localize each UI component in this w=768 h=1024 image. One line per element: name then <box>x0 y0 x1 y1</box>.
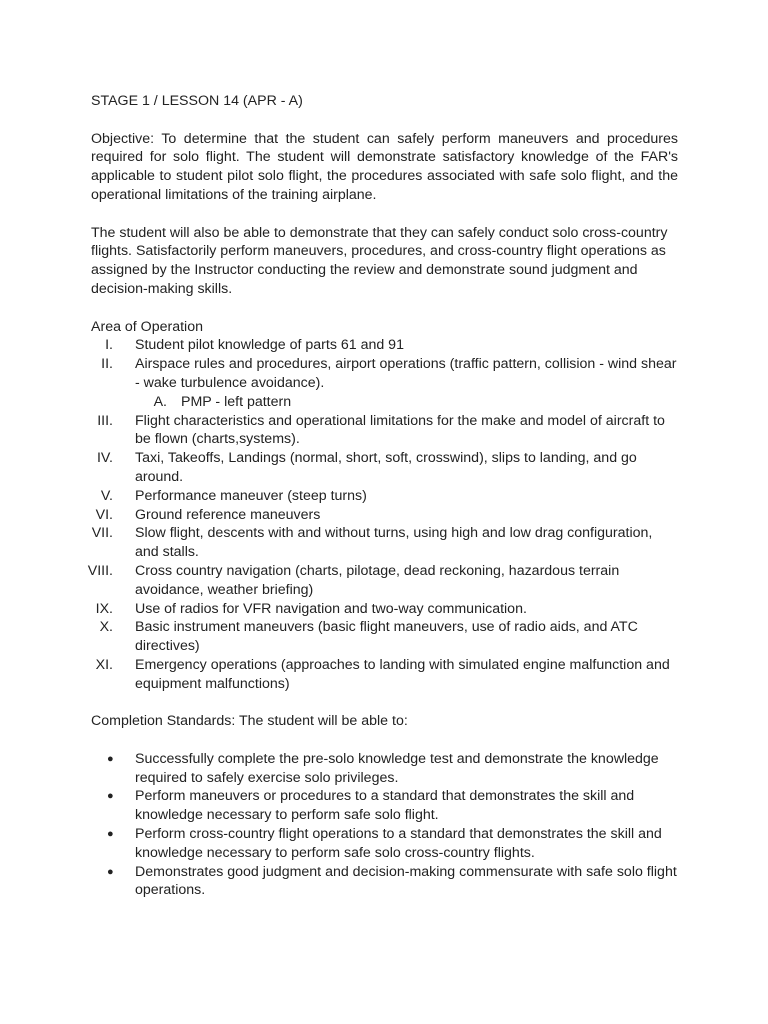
sub-item-text: PMP - left pattern <box>181 393 292 410</box>
operation-text: Emergency operations (approaches to landing with simulated engine malfunction and equipment malfunctions) <box>135 656 670 692</box>
standard-item-1 <box>91 750 678 788</box>
standard-text: Successfully complete the pre-solo knowledge test and demonstrate the knowledge required to safely exercise solo privileges. <box>135 750 659 786</box>
operation-item-9 <box>91 600 678 619</box>
objective-paragraph: Objective: To determine that the student can safely perform maneuvers and procedures required for solo flight. The student will demonstrate satisfactory knowledge of the FAR's applicable to student pilot solo flight, the procedures associated with safe solo flight, and the operational limitations of the training airplane. <box>91 130 678 203</box>
standard-item-4 <box>91 863 678 901</box>
sub-item-letter: A. <box>153 393 167 410</box>
operation-text: Student pilot knowledge of parts 61 and 91 <box>135 337 404 354</box>
operation-text: Slow flight, descents with and without turns, using high and low drag configuration, and stalls. <box>135 525 653 561</box>
operation-number: II. <box>101 356 113 373</box>
bullet-icon: ● <box>107 752 114 765</box>
operation-text: Cross country navigation (charts, pilotage, dead reckoning, hazardous terrain avoidance, weather briefing) <box>135 562 620 598</box>
operation-text: Ground reference maneuvers <box>135 506 321 523</box>
standard-text: Demonstrates good judgment and decision-making commensurate with safe solo flight operations. <box>135 863 677 899</box>
bullet-icon: ● <box>107 865 114 878</box>
area-of-operation-list <box>87 336 678 693</box>
standard-item-2 <box>91 787 678 825</box>
operation-item-11 <box>91 656 678 694</box>
operation-number: VIII. <box>87 562 113 579</box>
completion-standards-list <box>91 750 678 900</box>
standard-item-3 <box>91 825 678 863</box>
operation-text: Basic instrument maneuvers (basic flight maneuvers, use of radio aids, and ATC directives) <box>135 619 638 655</box>
standard-text: Perform cross-country flight operations to a standard that demonstrates the skill and knowledge necessary to perform safe solo cross-country flights. <box>135 826 662 861</box>
operation-text: Airspace rules and procedures, airport operations (traffic pattern, collision - wind shear - wake turbulence avoidance). <box>135 356 677 391</box>
operation-item-6 <box>91 506 678 525</box>
operation-item-4 <box>91 449 678 487</box>
cross-country-paragraph: The student will also be able to demonstrate that they can safely conduct solo cross-country flights. Satisfactorily perform maneuvers, procedures, and cross-country flight operations as assigned by the Instructor conducting the review and demonstrate sound judgment and decision-making skills. <box>91 224 668 297</box>
operation-number: VII. <box>91 525 113 542</box>
operation-number: X. <box>99 619 113 636</box>
bullet-icon: ● <box>107 790 114 803</box>
operation-item-7 <box>91 524 678 562</box>
area-of-operation-label: Area of Operation <box>91 318 203 335</box>
operation-item-1 <box>91 336 678 355</box>
operation-number: V. <box>100 487 113 504</box>
operation-item-10 <box>91 618 678 656</box>
operation-item-5 <box>91 487 678 506</box>
operation-item-2 <box>91 355 678 393</box>
operation-text: Flight characteristics and operational limitations for the make and model of aircraft to be flown (charts,systems). <box>135 412 665 448</box>
operation-number: IV. <box>96 450 113 467</box>
operation-item-8 <box>87 562 678 600</box>
document-page <box>87 92 678 900</box>
completion-standards-label: Completion Standards: The student will be able to: <box>91 713 408 730</box>
operation-sub-item-a <box>91 393 678 412</box>
operation-item-3 <box>91 412 678 450</box>
bullet-icon: ● <box>107 828 114 841</box>
operation-number: VI. <box>95 506 113 523</box>
operation-number: I. <box>105 337 113 354</box>
operation-text: Use of radios for VFR navigation and two-way communication. <box>135 600 527 617</box>
lesson-title: STAGE 1 / LESSON 14 (APR - A) <box>91 93 303 109</box>
operation-number: IX. <box>95 600 113 617</box>
standard-text: Perform maneuvers or procedures to a standard that demonstrates the skill and knowledge necessary to perform safe solo flight. <box>135 788 635 824</box>
operation-text: Performance maneuver (steep turns) <box>135 487 367 504</box>
operation-number: III. <box>97 412 113 429</box>
operation-text: Taxi, Takeoffs, Landings (normal, short, soft, crosswind), slips to landing, and go around. <box>135 450 637 485</box>
operation-number: XI. <box>95 656 113 673</box>
